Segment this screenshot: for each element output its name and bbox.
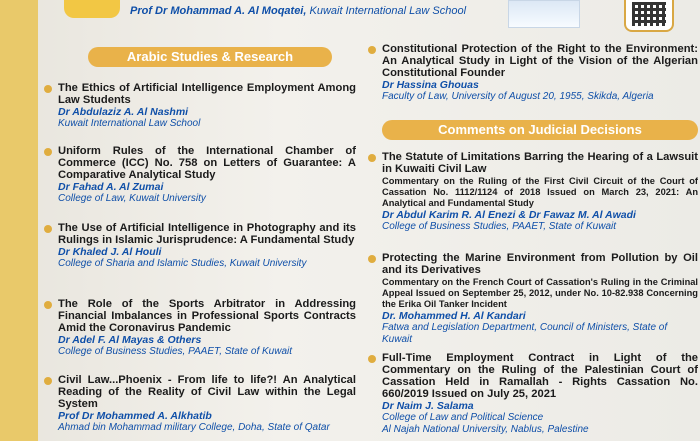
article-author: Prof Dr Mohammed A. Alkhatib (58, 410, 212, 422)
article-commentary: Commentary on the French Court of Cassation's Ruling in the Criminal Appeal Issued on September 25, 2012, under No. 10-82.938 Concerning the Erika Oil Tanker Incident (382, 277, 698, 309)
qr-code[interactable] (624, 0, 674, 32)
bullet-icon (368, 46, 376, 54)
article-item[interactable] (58, 145, 356, 205)
article-affiliation: Faculty of Law, University of August 20, 1955, Skikda, Algeria (382, 91, 654, 102)
article-author: Dr Abdul Karim R. Al Enezi & Dr Fawaz M. Al Awadi (382, 209, 636, 221)
article-item[interactable] (382, 252, 698, 346)
section-comments-heading: Comments on Judicial Decisions (382, 120, 698, 140)
article-affiliation: College of Law and Political Science (382, 412, 544, 423)
article-item[interactable] (58, 82, 356, 130)
article-affiliation-2: Al Najah National University, Nablus, Palestine (382, 424, 589, 435)
article-title: Constitutional Protection of the Right to the Environment: An Analytical Study in Light of the Vision of the Algerian Constitutional Founder (382, 43, 698, 79)
article-item[interactable] (58, 374, 356, 434)
article-title: The Role of the Sports Arbitrator in Addressing Financial Imbalances in Professional Sports Contracts Amid the Coronavirus Pandemic (58, 298, 356, 334)
article-item[interactable] (382, 352, 698, 436)
article-affiliation: Ahmad bin Mohammad military College, Doha, State of Qatar (58, 422, 330, 433)
bullet-icon (368, 154, 376, 162)
header-author: Prof Dr Mohammad A. Al Moqatei, (130, 5, 307, 17)
qr-pattern (632, 2, 666, 26)
article-item[interactable] (58, 222, 356, 270)
article-affiliation: Fatwa and Legislation Department, Council of Ministers, State of Kuwait (382, 322, 668, 345)
article-title: Full-Time Employment Contract in Light of the Commentary on the Ruling of the Palestinian Court of Cassation Held in Ramallah - Rights Cassation No. 660/2019 Issued on July 25, 2021 (382, 352, 698, 400)
article-title: The Statute of Limitations Barring the Hearing of a Lawsuit in Kuwaiti Civil Law (382, 151, 698, 175)
article-affiliation: College of Sharia and Islamic Studies, Kuwait University (58, 258, 307, 269)
article-title: The Ethics of Artificial Intelligence Employment Among Law Students (58, 82, 356, 106)
article-item[interactable] (382, 43, 698, 103)
header-strip (38, 0, 700, 34)
article-author: Dr. Mohammed H. Al Kandari (382, 310, 526, 322)
article-author: Dr Fahad A. Al Zumai (58, 181, 164, 193)
left-gold-strip (0, 0, 38, 441)
article-affiliation: College of Business Studies, PAAET, State of Kuwait (382, 221, 617, 232)
content-panel (38, 0, 700, 441)
article-author: Dr Hassina Ghouas (382, 79, 479, 91)
article-item[interactable] (382, 151, 698, 233)
header-gold-tab (64, 0, 120, 18)
bullet-icon (44, 85, 52, 93)
bullet-icon (44, 148, 52, 156)
article-title: Civil Law...Phoenix - From life to life?! An Analytical Reading of the Reality of Civil Law within the Legal System (58, 374, 356, 410)
header-author-line (130, 5, 466, 17)
article-affiliation: Kuwait International Law School (58, 118, 201, 129)
article-title: The Use of Artificial Intelligence in Photography and its Rulings in Islamic Jurisprudence: A Fundamental Study (58, 222, 356, 246)
bullet-icon (368, 255, 376, 263)
bullet-icon (44, 377, 52, 385)
article-affiliation: College of Business Studies, PAAET, State of Kuwait (58, 346, 293, 357)
article-author: Dr Khaled J. Al Houli (58, 246, 162, 258)
section-arabic-heading: Arabic Studies & Research (88, 47, 332, 67)
header-affiliation: Kuwait International Law School (309, 5, 467, 17)
bullet-icon (44, 225, 52, 233)
article-author: Dr Naim J. Salama (382, 400, 474, 412)
article-title: Protecting the Marine Environment from Pollution by Oil and its Derivatives (382, 252, 698, 276)
article-affiliation: College of Law, Kuwait University (58, 193, 206, 204)
bullet-icon (44, 301, 52, 309)
article-author: Dr Adel F. Al Mayas & Others (58, 334, 202, 346)
journal-cover-image (508, 0, 580, 28)
article-title: Uniform Rules of the International Chamber of Commerce (ICC) No. 758 on Letters of Guarantee: A Comparative Analytical Study (58, 145, 356, 181)
bullet-icon (368, 355, 376, 363)
article-commentary: Commentary on the Ruling of the First Civil Circuit of the Court of Cassation No. 1112/1124 of 2018 Issued on March 23, 2021: An Analytical and Fundamental Study (382, 176, 698, 208)
article-item[interactable] (58, 298, 356, 358)
article-author: Dr Abdulaziz A. Al Nashmi (58, 106, 189, 118)
